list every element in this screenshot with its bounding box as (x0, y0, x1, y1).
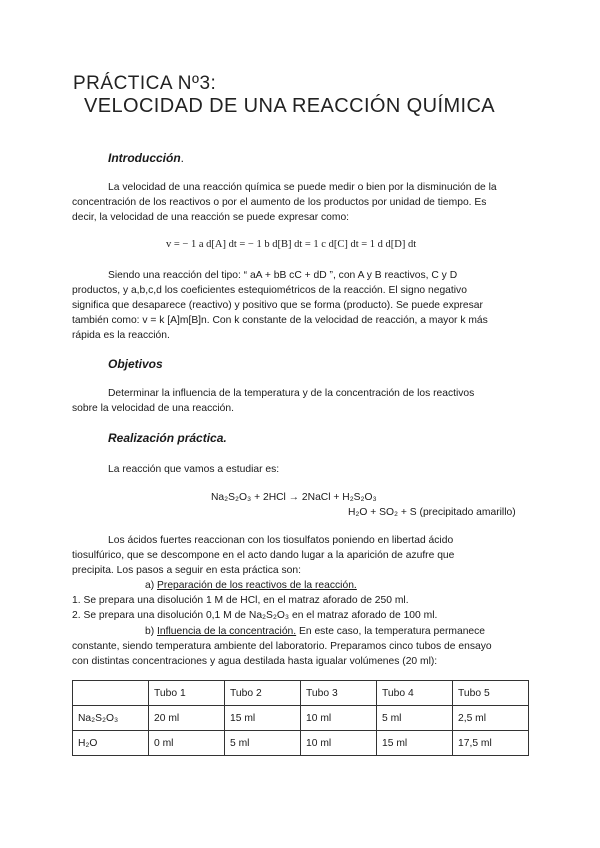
title-line-2: VELOCIDAD DE UNA REACCIÓN QUÍMICA (84, 95, 496, 117)
intro-p1-line1: La velocidad de una reacción química se puede medir o bien por la disminución de la (108, 182, 497, 193)
table-cell: 15 ml (225, 706, 301, 731)
table-cell: H₂O (73, 731, 149, 756)
table-header-cell: Tubo 5 (453, 681, 529, 706)
reaction-line-2: H₂O + SO₂ + S (precipitado amarillo) (348, 507, 516, 518)
intro-p1-line3: decir, la velocidad de una reacción se puede expresar como: (72, 212, 350, 223)
table-header-cell (73, 681, 149, 706)
step-a-title: Preparación de los reactivos de la reacción. (157, 580, 357, 591)
table-header-cell: Tubo 1 (149, 681, 225, 706)
concentration-table (72, 680, 529, 756)
table-header-cell: Tubo 2 (225, 681, 301, 706)
table-cell: 5 ml (377, 706, 453, 731)
table-cell: 5 ml (225, 731, 301, 756)
table-cell: 10 ml (301, 731, 377, 756)
table-row (73, 731, 529, 756)
step-a-prefix: a) (145, 580, 158, 591)
title-line-1: PRÁCTICA Nº3: (73, 73, 217, 94)
intro-heading-dot: . (180, 151, 185, 165)
reaction-reactants: Na₂S₂O₃ + 2HCl (211, 492, 286, 503)
practical-p1-line1: Los ácidos fuertes reaccionan con los tiosulfatos poniendo en libertad ácido (108, 535, 454, 546)
table-cell: Na₂S₂O₃ (73, 706, 149, 731)
intro-heading (108, 151, 184, 165)
table-cell: 10 ml (301, 706, 377, 731)
step-2: 2. Se prepara una disolución 0,1 M de Na₂S₂O₃ en el matraz aforado de 100 ml. (72, 610, 438, 621)
practical-p1-line2: tiosulfúrico, que se descompone en el acto dando lugar a la aparición de azufre que (72, 550, 455, 561)
table-cell: 0 ml (149, 731, 225, 756)
table-header-row (73, 681, 529, 706)
objectives-line1: Determinar la influencia de la temperatura y de la concentración de los reactivos (108, 388, 475, 399)
rate-equation: v = − 1 a d[A] dt = − 1 b d[B] dt = 1 c d[C] dt = 1 d d[D] dt (166, 239, 417, 250)
table-cell: 15 ml (377, 731, 453, 756)
practical-heading: Realización práctica. (108, 431, 227, 445)
intro-p2-line2: productos, y a,b,c,d los coeficientes estequiométricos de la reacción. El signo negativo (72, 285, 467, 296)
objectives-line2: sobre la velocidad de una reacción. (72, 403, 234, 414)
practical-p2-line1: constante, siendo temperatura ambiente del laboratorio. Preparamos cinco tubos de ensayo (72, 641, 492, 652)
step-b-prefix: b) (145, 626, 158, 637)
table-cell: 17,5 ml (453, 731, 529, 756)
table-cell: 20 ml (149, 706, 225, 731)
step-b (145, 624, 485, 640)
step-b-title: Influencia de la concentración. (157, 626, 297, 637)
step-b-text: En este caso, la temperatura permanece (296, 626, 486, 637)
objectives-heading: Objetivos (108, 357, 163, 371)
table-header-cell: Tubo 3 (301, 681, 377, 706)
step-a (145, 578, 357, 594)
table-header-cell: Tubo 4 (377, 681, 453, 706)
intro-p2-line3: significa que desaparece (reactivo) y positivo que se forma (producto). Se puede expresar (72, 300, 483, 311)
intro-p1-line2: concentración de los reactivos o por el aumento de los productos por unidad de tiempo. Es (72, 197, 487, 208)
table-row (73, 706, 529, 731)
reaction-line-1 (211, 490, 377, 506)
step-1: 1. Se prepara una disolución 1 M de HCl, en el matraz aforado de 250 ml. (72, 595, 409, 606)
practical-intro: La reacción que vamos a estudiar es: (108, 464, 280, 475)
intro-p2-line4: también como: v = k [A]m[B]n. Con k constante de la velocidad de reacción, a mayor k más (72, 315, 488, 326)
intro-p2-line5: rápida es la reacción. (72, 330, 170, 341)
reaction-arrow: → (288, 492, 300, 503)
reaction-products: 2NaCl + H₂S₂O₃ (301, 492, 377, 503)
intro-p2-line1: Siendo una reacción del tipo: “ aA + bB cC + dD ”, con A y B reactivos, C y D (108, 270, 458, 281)
practical-p2-line2: con distintas concentraciones y agua destilada hasta igualar volúmenes (20 ml): (72, 656, 438, 667)
practical-p1-line3: precipita. Los pasos a seguir en esta práctica son: (72, 565, 301, 576)
intro-heading-text: Introducción (108, 151, 181, 165)
table-cell: 2,5 ml (453, 706, 529, 731)
